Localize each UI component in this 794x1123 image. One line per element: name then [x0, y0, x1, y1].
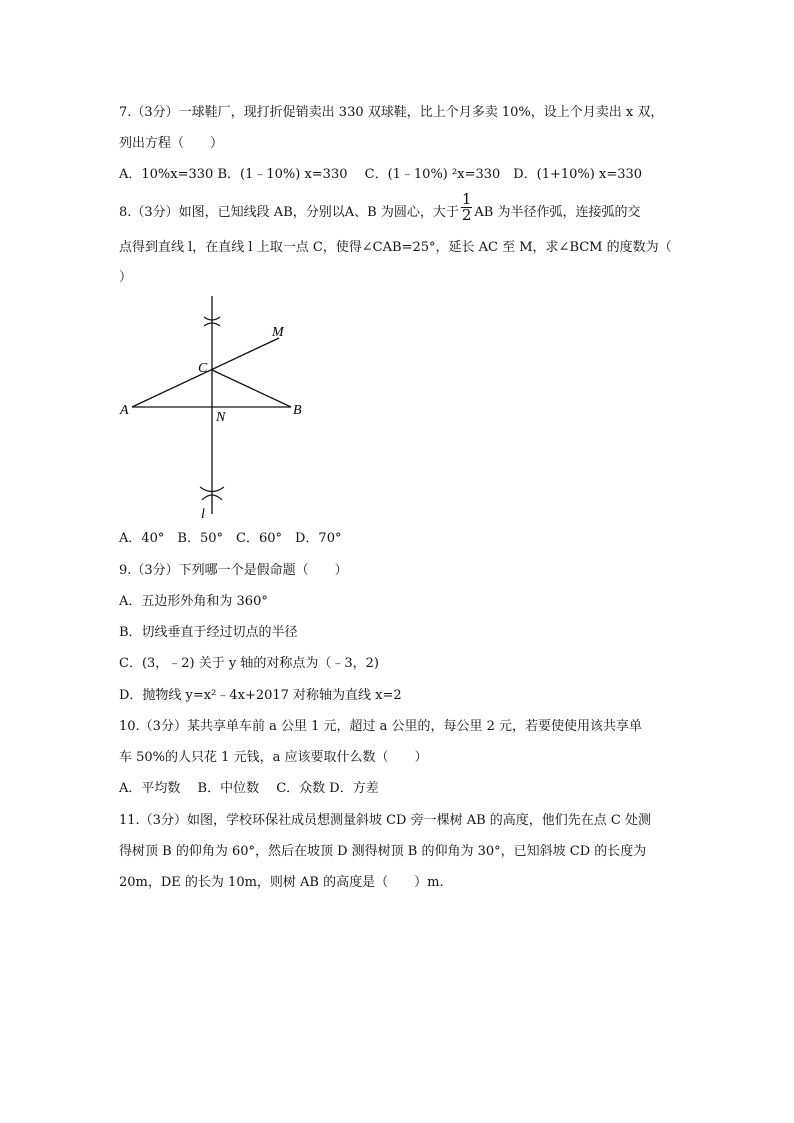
q8-stem-line-2: 点得到直线 l，在直线 l 上取一点 C，使得∠CAB=25°，延长 AC 至 M，求∠BCM 的度数为（	[119, 240, 672, 255]
q10-stem-line-1: 10.（3分）某共享单车前 a 公里 1 元，超过 a 公里的，每公里 2 元，若要使使用该共享单	[119, 719, 643, 734]
q8-geometry-figure	[112, 290, 312, 522]
q10-options: A．平均数 B．中位数 C．众数 D．方差	[119, 781, 379, 796]
q8-stem-text-a: 8.（3分）如图，已知线段 AB，分别以A、B 为圆心，大于	[119, 205, 459, 220]
fraction-numerator: 1	[461, 190, 472, 208]
q8-options: A．40° B．50° C．60° D．70°	[119, 531, 342, 546]
fraction-denominator: 2	[461, 206, 472, 224]
q9-option-a: A．五边形外角和为 360°	[119, 594, 268, 609]
q11-stem-line-3: 20m，DE 的长为 10m，则树 AB 的高度是（ ）m.	[119, 875, 444, 890]
label-n: N	[216, 410, 226, 425]
q11-stem-line-1: 11.（3分）如图，学校环保社成员想测量斜坡 CD 旁一棵树 AB 的高度，他们先在点 C 处测	[119, 813, 651, 828]
label-a: A	[120, 403, 129, 418]
q8-stem-text-b: AB 为半径作弧，连接弧的交	[474, 205, 641, 220]
label-b: B	[293, 403, 302, 418]
label-m: M	[272, 325, 284, 340]
q8-stem-line-3: ）	[119, 270, 133, 285]
q7-stem-line-2: 列出方程（ ）	[119, 136, 224, 151]
label-l: l	[201, 507, 205, 522]
q7-stem-line-1: 7.（3分）一球鞋厂，现打折促销卖出 330 双球鞋，比上个月多卖 10%，设上个月卖出 x 双，	[119, 105, 664, 120]
q7-options: A．10%x=330 B．(1﹣10%) x=330 C．(1﹣10%) ²x=330 D．(1+10%) x=330	[119, 167, 643, 182]
q10-stem-line-2: 车 50%的人只花 1 元钱，a 应该要取什么数（ ）	[119, 750, 428, 765]
q9-stem: 9.（3分）下列哪一个是假命题（ ）	[119, 563, 348, 578]
q9-option-d: D．抛物线 y=x²﹣4x+2017 对称轴为直线 x=2	[119, 688, 402, 703]
segment-cb	[212, 370, 291, 407]
label-c: C	[198, 361, 208, 376]
fraction-one-half	[461, 192, 473, 223]
q8-stem-line-1	[119, 190, 641, 224]
q9-option-b: B．切线垂直于经过切点的半径	[119, 625, 298, 640]
q11-stem-line-2: 得树顶 B 的仰角为 60°，然后在坡顶 D 测得树顶 B 的仰角为 30°，已知斜坡 CD 的长度为	[119, 844, 647, 859]
q9-option-c: C．(3，﹣2) 关于 y 轴的对称点为（﹣3，2)	[119, 656, 379, 671]
